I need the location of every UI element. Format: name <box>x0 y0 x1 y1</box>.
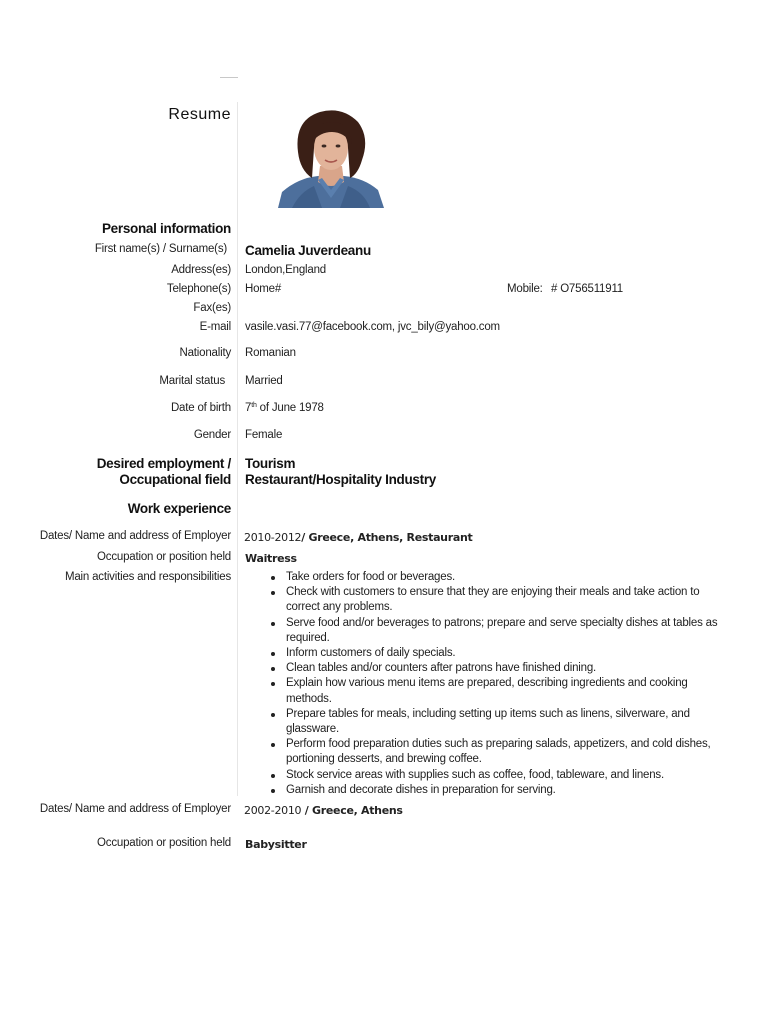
job1-activities-list <box>268 570 723 798</box>
column-divider <box>237 102 238 796</box>
date-of-birth-value: 7th of June 1978 <box>245 402 324 414</box>
full-name: Camelia Juverdeanu <box>245 243 371 258</box>
marital-status-label: Marital status <box>159 375 225 387</box>
list-item: Check with customers to ensure that they are enjoying their meals and take action to correct any problems. <box>268 585 723 615</box>
section-personal-information: Personal information <box>101 221 231 236</box>
list-item: Clean tables and/or counters after patrons have finished dining. <box>268 661 723 676</box>
address-value: London,England <box>245 264 326 276</box>
fax-label: Fax(es) <box>193 302 231 314</box>
list-item: Take orders for food or beverages. <box>268 570 723 585</box>
section-work-experience: Work experience <box>127 501 231 516</box>
job1-dates-label: Dates/ Name and address of Employer <box>39 530 231 542</box>
mobile-label: Mobile: <box>507 283 543 295</box>
list-item: Explain how various menu items are prepared, describing ingredients and cooking methods. <box>268 676 723 706</box>
occupational-field-label: Occupational field <box>119 472 231 487</box>
job2-occupation-value: Babysitter <box>245 838 307 851</box>
list-item: Prepare tables for meals, including setting up items such as linens, silverware, and glassware. <box>268 707 723 737</box>
gender-value: Female <box>245 429 283 441</box>
job1-dates-employer: 2010-2012/ Greece, Athens, Restaurant <box>244 531 473 544</box>
marital-status-value: Married <box>245 375 283 387</box>
list-item: Stock service areas with supplies such as coffee, food, tableware, and linens. <box>268 768 723 783</box>
list-item: Inform customers of daily specials. <box>268 646 723 661</box>
telephone-value: Home# <box>245 283 282 295</box>
portrait-photo <box>278 108 384 208</box>
job2-dates-label: Dates/ Name and address of Employer <box>39 803 231 815</box>
job1-occupation-value: Waitress <box>245 552 297 565</box>
name-label: First name(s) / Surname(s) <box>94 243 227 255</box>
nationality-label: Nationality <box>179 347 231 359</box>
telephone-label: Telephone(s) <box>166 283 231 295</box>
job1-occupation-label: Occupation or position held <box>97 551 231 563</box>
occupational-field-value: Restaurant/Hospitality Industry <box>245 472 436 487</box>
job1-activities-label: Main activities and responsibilities <box>64 571 231 583</box>
job2-occupation-label: Occupation or position held <box>97 837 231 849</box>
gender-label: Gender <box>193 429 231 441</box>
list-item: Perform food preparation duties such as preparing salads, appetizers, and cold dishes, portioning desserts, and brewing coffee. <box>268 737 723 767</box>
list-item: Serve food and/or beverages to patrons; prepare and serve specialty dishes at tables as required. <box>268 616 723 646</box>
date-of-birth-label: Date of birth <box>170 402 231 414</box>
nationality-value: Romanian <box>245 347 296 359</box>
job2-dates-employer: 2002-2010 / Greece, Athens <box>244 804 403 817</box>
resume-title: Resume <box>168 106 231 123</box>
desired-employment-label: Desired employment / <box>96 456 231 471</box>
address-label: Address(es) <box>171 264 231 276</box>
mobile-value: # O756511911 <box>551 283 623 295</box>
desired-employment-value: Tourism <box>245 456 296 471</box>
list-item: Garnish and decorate dishes in preparation for serving. <box>268 783 723 798</box>
header-rule <box>220 77 238 78</box>
email-label: E-mail <box>199 321 231 333</box>
email-value: vasile.vasi.77@facebook.com, jvc_bily@yahoo.com <box>245 321 500 333</box>
